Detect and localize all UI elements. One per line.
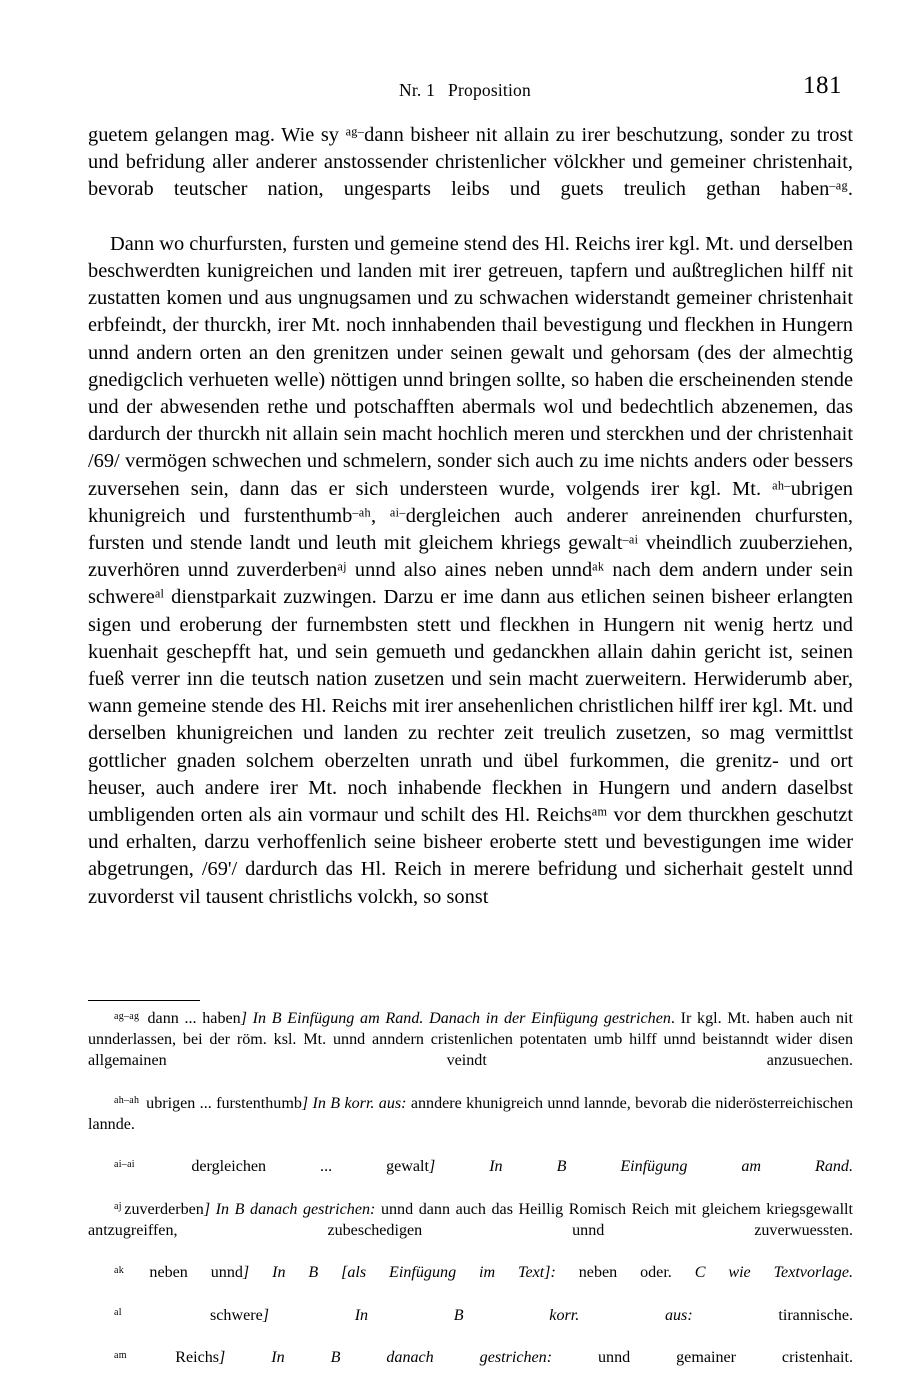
body-paragraph: [88, 122, 853, 231]
footnote-list: [88, 1008, 853, 1390]
apparatus-marker: ah–: [772, 478, 791, 493]
text-run: Reichs: [129, 1349, 220, 1367]
apparatus-marker: al: [154, 586, 165, 601]
footnote-apparatus: [88, 1000, 853, 1390]
text-run: unnd dann auch das Heillig Romisch Reich mit gleichem kriegsgewallt antzugreiffen, zubeschedigen unnd zuverwuessten.: [88, 1200, 853, 1240]
text-run: guetem gelangen mag. Wie sy: [88, 124, 346, 146]
apparatus-marker: ak: [592, 559, 605, 574]
footnote-entry: [88, 1347, 853, 1389]
editorial-note: In B Einfügung am Rand. Danach in der Einfügung gestrichen: [252, 1010, 671, 1027]
editorial-note: ]: [203, 1200, 216, 1218]
text-run: ubrigen khunigreich und furstenthumb: [88, 477, 853, 527]
running-header: [88, 72, 842, 108]
text-run: .: [847, 178, 853, 201]
text-run: unnd gemainer cristenhait.: [552, 1349, 853, 1367]
footnote-marker: ai–ai: [114, 1158, 135, 1170]
header-document-number: Nr. 1: [399, 80, 436, 100]
text-run: vheindlich zuuberziehen, zuverhören unnd zuverderben: [88, 532, 853, 582]
page-number: 181: [803, 72, 842, 99]
editorial-note: ]: [428, 1158, 490, 1176]
footnote-separator-rule: [88, 1000, 200, 1001]
text-run: dienstparkait zuzwingen. Darzu er ime dann aus etlichen seinen bisheer erlangten sigen und eroberung der furnembsten stett und fleckhen in Hungern nit wenig hertz und kuenhait geschepfft hat, und sein gemueth und gedanckhen allain dahin gericht ist, seinen fueß verrer inn die teutsch nation zusetzen und sein macht zuerweitern. Herwiderumb aber, wann gemeine stende des Hl. Reichs mit irer ansehenlichen christlichen hilff irer kgl. Mt. und derselben khunigreichen und landen zu rechter zeit treulich zusetzen, so mag vermittlst gottlicher gnaden solchem oberzelten unrath und übel furkommen, die grenitz- und ort heuser, auch andere irer Mt. noch inhabende fleckhen in Hungern und andern daselbst umbligenden orten als ain vormaur und schilt des Hl. Reichs: [88, 586, 853, 827]
editorial-note: In B korr. aus:: [312, 1094, 407, 1112]
footnote-entry: [88, 1262, 853, 1304]
apparatus-marker: am: [591, 804, 608, 819]
header-title-group: [88, 80, 842, 101]
header-document-title: Proposition: [448, 80, 531, 100]
editorial-note: ]: [301, 1094, 313, 1112]
text-run: . Ir kgl. Mt. haben auch nit unnderlassen, bei der röm. ksl. Mt. unnd anndern cristenlichen potentaten umb hilff unnd beistanndt wider disen allgemainen veindt anzusuechen.: [88, 1010, 853, 1070]
footnote-marker: ah–ah: [114, 1095, 140, 1107]
footnote-entry: [88, 1199, 853, 1263]
apparatus-marker: ag–: [345, 124, 365, 139]
apparatus-marker: aj: [337, 559, 347, 574]
text-run: neben unnd: [126, 1264, 243, 1282]
editorial-note: ]: [240, 1010, 253, 1027]
text-run: neben oder.: [555, 1264, 695, 1282]
editorial-note: In B danach gestrichen:: [271, 1349, 553, 1367]
text-run: dann ... haben: [141, 1010, 241, 1027]
apparatus-marker: –ah: [352, 505, 371, 520]
body-paragraph: [88, 231, 853, 911]
editorial-note: In B Einfügung am Rand.: [489, 1158, 853, 1176]
apparatus-marker: –ai: [622, 532, 639, 547]
body-text: [88, 122, 853, 911]
footnote-marker: al: [114, 1307, 122, 1319]
footnote-entry: [88, 1093, 853, 1157]
text-run: ubrigen ... furstenthumb: [141, 1094, 302, 1112]
text-run: dergleichen auch anderer anreinenden churfursten, fursten und stende landt und leuth mit gleichem khriegs gewalt: [88, 504, 853, 555]
text-run: unnd also aines neben unnd: [346, 559, 593, 582]
footnote-marker: aj: [114, 1201, 122, 1213]
text-run: vor dem thurckhen geschutzt und erhalten, darzu verhoffenlich seine bisheer eroberte stett und bevestigungen ime wider abgetrungen, /69'/ dardurch das Hl. Reich in merere befridung und sicherhait gestelt unnd zuvorderst vil tausent christlichs volckh, so sonst: [88, 804, 853, 908]
footnote-marker: am: [114, 1349, 127, 1361]
text-run: anndere khunigreich unnd lannde, bevorab die niderösterreichischen lannde.: [88, 1094, 854, 1134]
footnote-entry: [88, 1008, 853, 1093]
footnote-marker: ag–ag: [114, 1010, 140, 1022]
text-run: Dann wo churfursten, fursten und gemeine stend des Hl. Reichs irer kgl. Mt. und derselben beschwerdten kunigreichen und landen mit irer getreuen, tapfern und außtreglichen hilff nit zustatten komen und aus ungnugsamen und zu schwachen widerstandt gemeiner christenhait erbfeindt, der thurckh, irer Mt. noch innhabenden thail bevestigung und fleckhen in Hungern unnd andern orten an den grenitzen under seinen gewalt und gehorsam (des der almechtig gnedigclich verhueten welle) nöttigen unnd bringen sollte, so haben die erscheinenden stende und der abwesenden rethe und potschafften abermals wol und bedechtlich abzenemen, das dardurch der thurckh nit allain sein macht hochlich meren und sterckhen und der christenhait /69/ vermögen schwechen und schmelern, sonder sich auch zu ime nichts anders oder bessers zuversehen sein, dann das er sich understeen wurde, volgends irer kgl. Mt.: [88, 232, 853, 500]
text-run: schwere: [124, 1306, 263, 1324]
text-run: nach dem andern under sein schwere: [88, 559, 853, 609]
editorial-note: In B korr. aus:: [354, 1306, 693, 1324]
text-run: dergleichen ... gewalt: [137, 1158, 429, 1176]
text-run: zuverderben: [124, 1200, 204, 1218]
text-run: dann bisheer nit allain zu irer beschutzung, sonder zu trost und befridung aller anderer anstossender christenlicher völckher und gemeiner christenhait, bevorab teutscher nation, ungesparts leibs und guets treulich gethan haben: [88, 124, 853, 201]
editorial-note: C wie Textvorlage.: [694, 1264, 853, 1282]
editorial-note: ]: [262, 1306, 355, 1324]
footnote-marker: ak: [114, 1264, 125, 1276]
editorial-note: In B [als Einfügung im Text]:: [272, 1264, 556, 1282]
editorial-note: In B danach gestrichen:: [215, 1200, 376, 1218]
footnote-entry: [88, 1305, 853, 1347]
footnote-entry: [88, 1156, 853, 1198]
text-run: ,: [370, 504, 390, 527]
editorial-note: ]: [219, 1349, 272, 1367]
apparatus-marker: –ag: [829, 178, 848, 193]
text-run: tirannische.: [692, 1306, 854, 1324]
editorial-note: ]: [242, 1264, 273, 1282]
apparatus-marker: ai–: [389, 505, 406, 520]
